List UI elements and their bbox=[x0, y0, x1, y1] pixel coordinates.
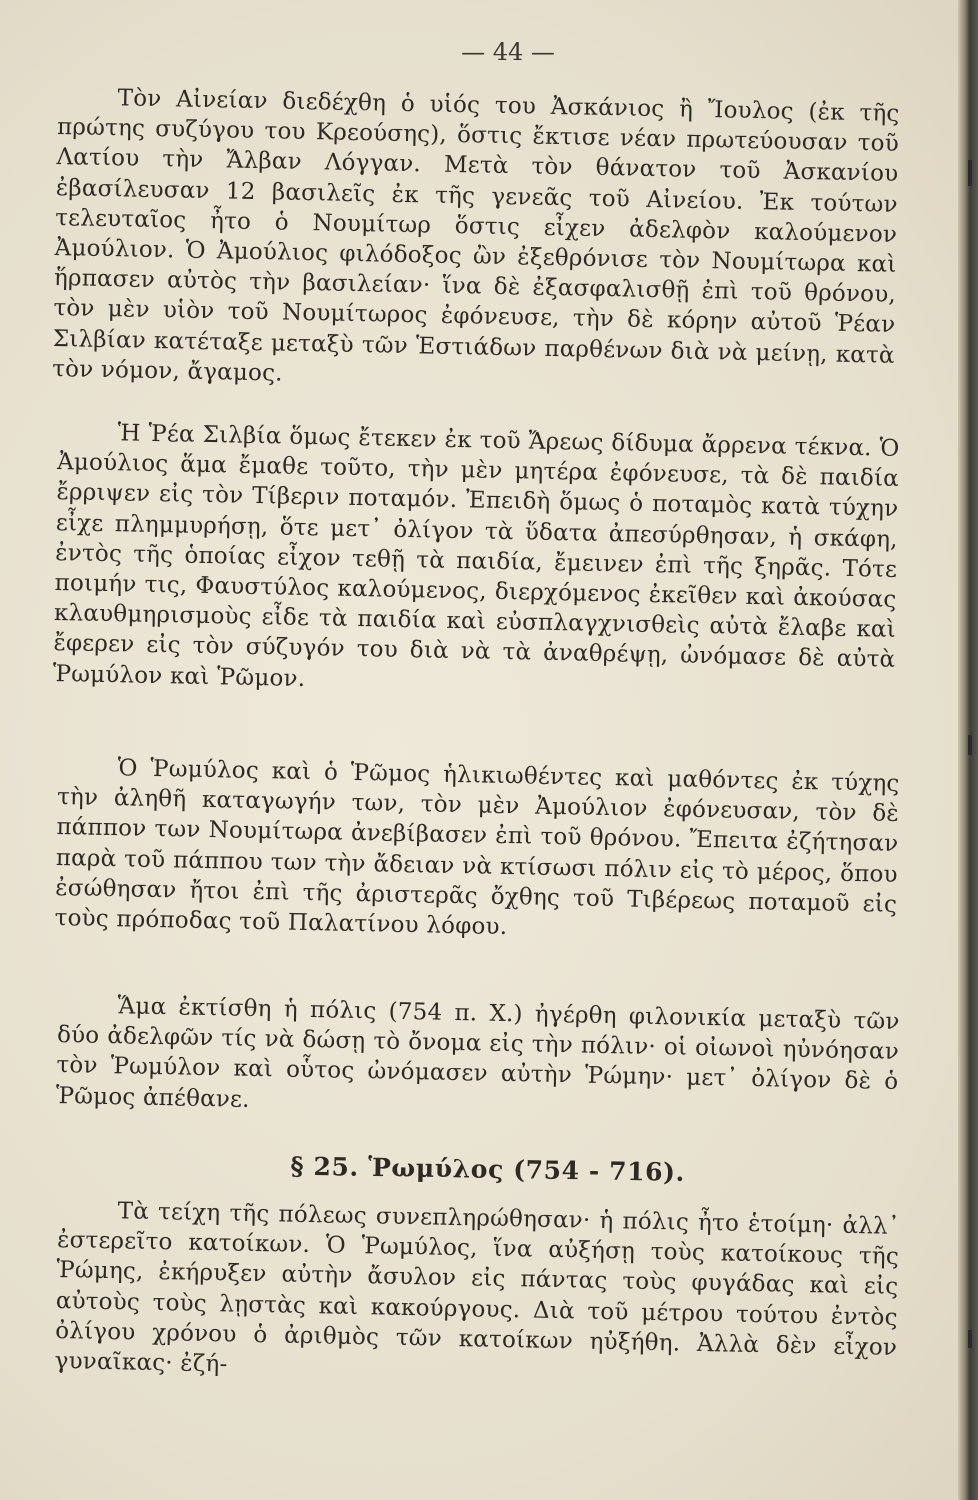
paragraph-city-walls: Τὰ τείχη τῆς πόλεως συνεπληρώθησαν· ἡ πόλις ἦτο ἑτοίμη· ἀλλ᾽ ἐστερεῖτο κατοίκων. Ὁ Ῥωμύλος, ἵνα αὐξήσῃ τοὺς κατοίκους τῆς Ῥώμης, ἐκήρυξεν αὐτὴν ἄσυλον εἰς πάντας τοὺς φυγάδας καὶ εἰς αὐτοὺς τοὺς λῃστὰς καὶ κακούργους. Διὰ τοῦ μέτρου τούτου ἐντὸς ὀλίγου χρόνου ὁ ἀριθμὸς τῶν κατοίκων ηὐξήθη. Ἀλλὰ δὲν εἶχον γυναῖκας· ἐζή- bbox=[54, 1198, 900, 1378]
edge-mark bbox=[968, 160, 972, 186]
paragraph-romulus-remus: Ὁ Ῥωμύλος καὶ ὁ Ῥῶμος ἡλικιωθέντες καὶ μαθόντες ἐκ τύχης τὴν ἀληθῆ καταγωγήν των, τὸν μὲν Ἀμούλιον ἐφόνευσαν, τὸν δὲ πάππον των Νουμίτωρα ἀνεβίβασεν ἐπὶ τοῦ θρόνου. Ἔπειτα ἐζήτησαν παρὰ τοῦ πάππου των τὴν ἄδειαν νὰ κτίσωσι πόλιν εἰς τὸ μέρος, ὅπου ἐσώθησαν ἤτοι ἐπὶ τῆς ἀριστερᾶς ὄχθης τοῦ Τιβέρεως ποταμοῦ εἰς τοὺς πρόποδας τοῦ Παλατίνου λόφου. bbox=[54, 755, 900, 941]
edge-mark bbox=[968, 1330, 972, 1348]
edge-mark bbox=[968, 735, 972, 755]
section-heading: § 25. Ῥωμύλος (754 - 716). bbox=[290, 1151, 686, 1187]
paragraph-founding-of-rome: Ἅμα ἐκτίσθη ἡ πόλις (754 π. Χ.) ἠγέρθη φιλονικία μεταξὺ τῶν δύο ἀδελφῶν τίς νὰ δώσῃ τὸ ὄνομα εἰς τὴν πόλιν· οἱ οἰωνοὶ ηὐνόησαν τὸν Ῥωμύλον καὶ οὗτος ὠνόμασεν αὐτὴν Ῥώμην· μετ᾽ ὀλίγον δὲ ὁ Ῥῶμος ἀπέθανε. bbox=[55, 993, 900, 1113]
paragraph-rhea-silvia: Ἡ Ῥέα Σιλβία ὅμως ἔτεκεν ἐκ τοῦ Ἄρεως δίδυμα ἄρρενα τέκνα. Ὁ Ἀμούλιος ἅμα ἔμαθε τοῦτο, τὴν μὲν μητέρα ἐφόνευσε, τὰ δὲ παιδία ἔρριψεν εἰς τὸν Τίβεριν ποταμόν. Ἐπειδὴ ὅμως ὁ ποταμὸς κατὰ τύχην εἶχε πλημμυρήσῃ, ὅτε μετ᾽ ὀλίγον τὰ ὕδατα ἀπεσύρθησαν, ἡ σκάφη, ἐντὸς τῆς ὁποίας εἶχον τεθῇ τὰ παιδία, ἔμεινεν ἐπὶ τῆς ξηρᾶς. Τότε ποιμήν τις, Φαυστύλος καλούμενος, διερχόμενος ἐκεῖθεν καὶ ἀκούσας κλαυθμηρισμοὺς εἶδε τὰ παιδία καὶ εὐσπλαγχνισθεὶς αὐτὰ ἔλαβε καὶ ἔφερεν εἰς τὸν σύζυγόν του διὰ νὰ τὰ ἀναθρέψῃ, ὠνόμασε δὲ αὐτὰ Ῥωμύλον καὶ Ῥῶμον. bbox=[52, 420, 900, 692]
page-number: — 44 — bbox=[461, 38, 555, 66]
paragraph-aeneas-succession: Τὸν Αἰνείαν διεδέχθη ὁ υἱός του Ἀσκάνιος ἢ Ἴουλος (ἐκ τῆς πρώτης συζύγου του Κρεούσης), ὅστις ἔκτισε νέαν πρωτεύουσαν τοῦ Λατίου τὴν Ἄλβαν Λόγγαν. Μετὰ τὸν θάνατον τοῦ Ἀσκανίου ἐβασίλευσαν 12 βασιλεῖς ἐκ τῆς γενεᾶς τοῦ Αἰνείου. Ἐκ τούτων τελευταῖος ἦτο ὁ Νουμίτωρ ὅστις εἶχεν ἀδελφὸν καλούμενον Ἀμούλιον. Ὁ Ἀμούλιος φιλόδοξος ὢν ἐξεθρόνισε τὸν Νουμίτωρα καὶ ἥρπασεν αὐτὸς τὴν βασιλείαν· ἵνα δὲ ἐξασφαλισθῇ ἐπὶ τοῦ θρόνου, τὸν μὲν υἱὸν τοῦ Νουμίτωρος ἐφόνευσε, τὴν δὲ κόρην αὐτοῦ Ῥέαν Σιλβίαν κατέταξε μεταξὺ τῶν Ἑστιάδων παρθένων διὰ νὰ μείνῃ, κατὰ τὸν νόμον, ἄγαμος. bbox=[51, 85, 900, 387]
